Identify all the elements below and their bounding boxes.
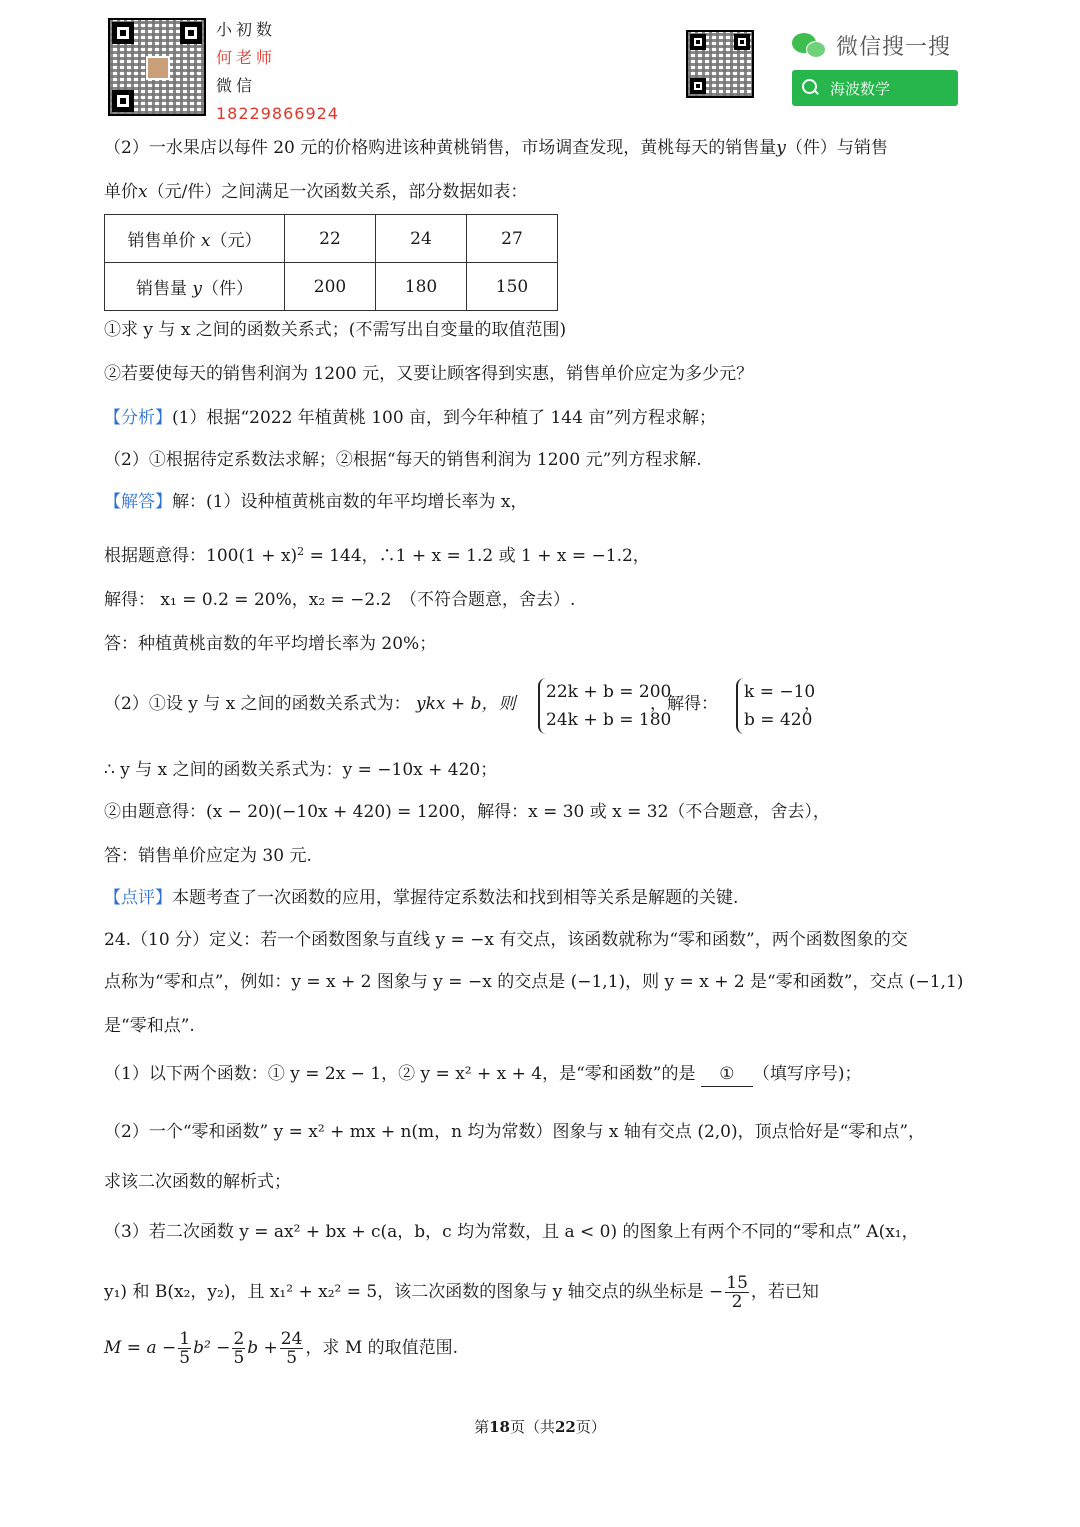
fraction: $\frac{24}{5}$	[280, 1329, 303, 1368]
p24-q2-line2: 求该二次函数的解析式；	[104, 1172, 291, 1192]
wechat-search-button-label: 海波数学	[830, 79, 891, 98]
p24-line2: 点称为“零和点”，例如：y = x + 2 图象与 y = −x 的交点是 (−1,1)，则 y = x + 2 是“零和函数”，交点 (−1,1)	[104, 972, 964, 992]
system-equation: 24k + b = 180	[546, 710, 672, 730]
table-cell: 150	[467, 263, 558, 311]
page-header	[0, 14, 1080, 124]
wechat-search-button[interactable]	[792, 70, 958, 106]
table-cell: 180	[376, 263, 467, 311]
table-cell: 200	[285, 263, 376, 311]
qr-code-search	[686, 30, 754, 98]
teacher-line1: 小初数	[216, 20, 277, 39]
page-footer: 第18页（共22页）	[474, 1418, 606, 1436]
answer-line7: ②由题意得：(x − 20)(−10x + 420) = 1200，解得：x = 30 或 x = 32（不合题意，舍去），	[104, 802, 830, 822]
teacher-line3: 微信	[216, 76, 257, 95]
p24-q2-line1: （2）一个“零和函数” y = x² + mx + n(m，n 均为常数）图象与 x 轴有交点 (2,0)，顶点恰好是“零和点”，	[104, 1122, 926, 1142]
answer-tag: 【解答】	[104, 492, 172, 512]
teacher-name: 何老师	[216, 48, 277, 67]
p24-line3: 是“零和点”.	[104, 1016, 195, 1036]
table-cell: 销售单价 x（元）	[105, 215, 285, 263]
answer-line2: 根据题意得：$100(1 + x)^2 = 144$，∴1 + x = 1.2 或 1 + x = −1.2，	[104, 545, 650, 566]
system-equation: b = 420	[744, 710, 813, 730]
fraction: $\frac{15}{2}$	[726, 1273, 748, 1312]
answer-line6: ∴ y 与 x 之间的函数关系式为：y = −10x + 420；	[104, 760, 498, 780]
p24-q1: （1）以下两个函数：① y = 2x − 1，② y = x² + x + 4，是“零和函数”的是 ① （填写序号)；	[104, 1062, 862, 1087]
p24-q3-line3: M = a − $\frac{1}{5}$ b² − $\frac{2}{5}$ b + $\frac{24}{5}$ ，求 M 的取值范围.	[104, 1329, 459, 1368]
answer-line1: 【解答】解：(1）设种植黄桃亩数的年平均增长率为 x，	[104, 492, 528, 512]
answer-line3: 解得： x₁ = 0.2 = 20%，x₂ = −2.2 （不符合题意，舍去）.	[104, 590, 576, 610]
wechat-logo-icon	[792, 31, 828, 59]
comment-tag: 【点评】	[104, 888, 172, 908]
page-total: 22	[555, 1418, 576, 1436]
system-equation: 22k + b = 200	[546, 682, 672, 702]
analysis-tag: 【分析】	[104, 408, 172, 428]
wechat-search-badge	[792, 28, 992, 106]
answer-line4: 答：种植黄桃亩数的年平均增长率为 20%；	[104, 634, 437, 654]
table-row	[105, 263, 558, 311]
page-number: 18	[489, 1418, 510, 1436]
fraction: $\frac{1}{5}$	[179, 1329, 191, 1368]
table-cell: 销售量 y（件）	[105, 263, 285, 311]
analysis-line2: （2）①根据待定系数法求解；②根据“每天的销售利润为 1200 元”列方程求解.	[104, 450, 702, 470]
question-1: ①求 y 与 x 之间的函数关系式；(不需写出自变量的取值范围)	[104, 320, 567, 340]
price-sales-table	[104, 214, 558, 311]
answer-blank: ①	[701, 1062, 753, 1087]
table-cell: 24	[376, 215, 467, 263]
analysis-line1: 【分析】(1）根据“2022 年植黄桃 100 亩，到今年种植了 144 亩”列方程求解；	[104, 408, 717, 428]
search-icon	[802, 79, 820, 97]
p2-intro-line1: （2）一水果店以每件 20 元的价格购进该种黄桃销售，市场调查发现，黄桃每天的销售量y（件）与销售	[104, 138, 888, 158]
answer-line5-mid: ，解得：	[650, 694, 718, 714]
qr-code-teacher	[108, 18, 206, 116]
p2-intro-line2: 单价x（元/件）之间满足一次函数关系，部分数据如表：	[104, 182, 528, 202]
table-cell: 22	[285, 215, 376, 263]
answer-line5: （2）①设 y 与 x 之间的函数关系式为： ykx + b，则	[104, 694, 516, 714]
system-equation: k = −10	[744, 682, 816, 702]
teacher-phone: 18229866924	[216, 104, 339, 123]
answer-line8: 答：销售单价应定为 30 元.	[104, 846, 312, 866]
wechat-search-title: 微信搜一搜	[836, 34, 952, 60]
avatar	[146, 56, 170, 80]
table-row	[105, 215, 558, 263]
p24-line1: 24.（10 分）定义：若一个函数图象与直线 y = −x 有交点，该函数就称为“零和函数”，两个函数图象的交	[104, 930, 908, 950]
comment-line: 【点评】本题考查了一次函数的应用，掌握待定系数法和找到相等关系是解题的关键.	[104, 888, 739, 908]
teacher-contact	[216, 16, 339, 128]
fraction: $\frac{2}{5}$	[233, 1329, 245, 1368]
p24-q3-line2: y₁) 和 B(x₂，y₂)，且 x₁² + x₂² = 5，该二次函数的图象与 y 轴交点的纵坐标是 − $\frac{15}{2}$ ，若已知	[104, 1273, 819, 1312]
answer-line5-end: ，	[804, 694, 821, 714]
p24-q3-line1: （3）若二次函数 y = ax² + bx + c(a，b，c 均为常数，且 a < 0) 的图象上有两个不同的“零和点” A(x₁，	[104, 1222, 919, 1242]
table-cell: 27	[467, 215, 558, 263]
question-2: ②若要使每天的销售利润为 1200 元，又要让顾客得到实惠，销售单价应定为多少元？	[104, 364, 754, 384]
